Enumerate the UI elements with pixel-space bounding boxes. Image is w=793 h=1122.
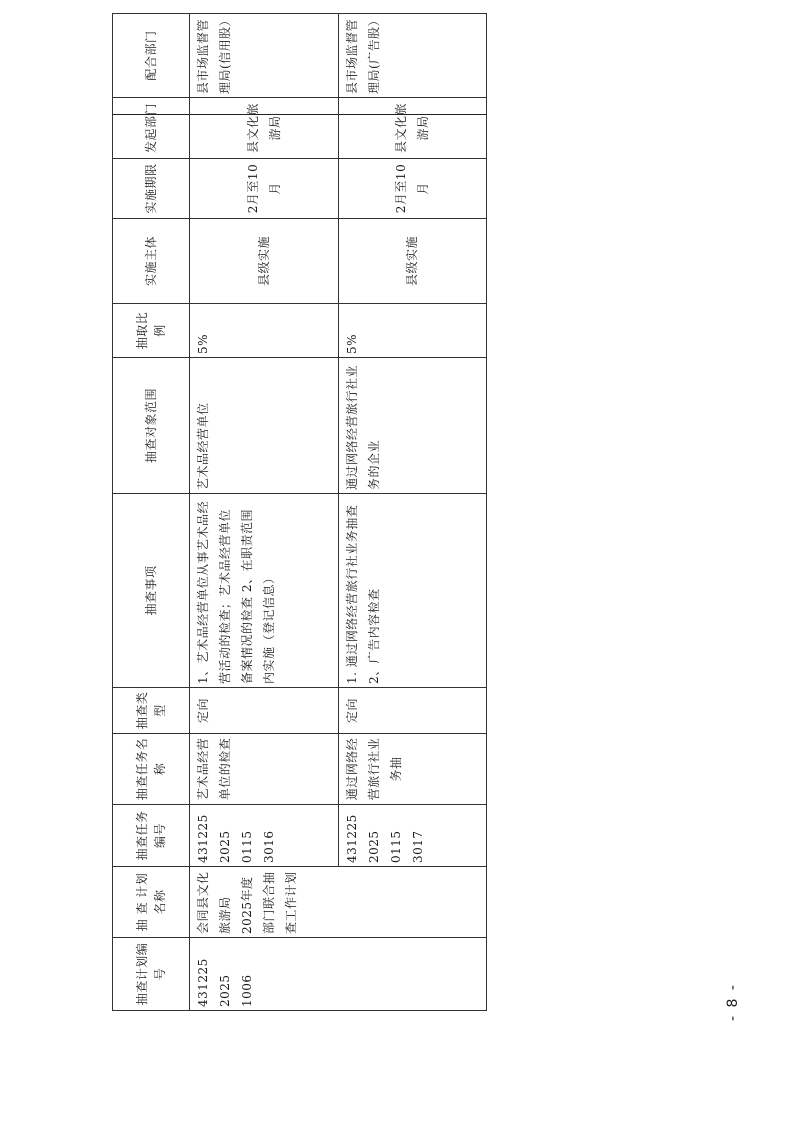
items-cell: 1、艺术品经营单位从事艺术品经营活动的检查；艺术品经营单位备案情况的检查 2、在职责范围内实施（登记信息） (190, 494, 339, 688)
check-type-cell: 定向 (190, 688, 339, 734)
header-initiator: 发起部门 (113, 98, 190, 159)
inspection-plan-table (112, 13, 487, 1011)
task-no-cell: 431225 2025 0115 3017 (338, 805, 487, 867)
header-check-type: 抽查类型 (113, 688, 190, 734)
check-type-cell: 定向 (338, 688, 487, 734)
plan-name-cell: 会同县文化旅游局2025年度部门联合抽查工作计划 (190, 867, 487, 938)
rotated-table-container (112, 13, 487, 1011)
period-cell: 2月至10月 (338, 159, 487, 219)
header-plan-no: 抽查计划编号 (113, 938, 190, 1011)
task-name-cell: 通过网络经营旅行社业务抽 (338, 734, 487, 805)
task-no-cell: 431225 2025 0115 3016 (190, 805, 339, 867)
header-task-no: 抽查任务编号 (113, 805, 190, 867)
table-row (190, 14, 339, 1011)
subject-cell: 县级实施 (190, 219, 339, 304)
header-plan-name: 抽 查 计划名称 (113, 867, 190, 938)
header-task-name: 抽查任务名称 (113, 734, 190, 805)
ratio-cell: 5% (190, 304, 339, 358)
coop-cell: 县市场监督管理局(广告股） (338, 14, 487, 98)
page-number: - 8 - (724, 983, 741, 1021)
header-ratio: 抽取比例 (113, 304, 190, 358)
header-period: 实施期限 (113, 159, 190, 219)
scope-cell: 通过网络经营旅行社业务的企业 (338, 358, 487, 494)
header-subject: 实施主体 (113, 219, 190, 304)
period-cell: 2月至10月 (190, 159, 339, 219)
subject-cell: 县级实施 (338, 219, 487, 304)
ratio-cell: 5% (338, 304, 487, 358)
header-row (113, 14, 190, 1011)
items-cell: 1. 通过网络经营旅行社业务抽查 2、广告内容检查 (338, 494, 487, 688)
header-items: 抽查事项 (113, 494, 190, 688)
table-row (338, 14, 487, 1011)
task-name-cell: 艺术品经营单位的检查 (190, 734, 339, 805)
plan-no-cell: 431225 2025 1006 (190, 938, 487, 1011)
scope-cell: 艺术品经营单位 (190, 358, 339, 494)
initiator-cell: 县文化旅游局 (190, 98, 339, 159)
header-scope: 抽查对象范围 (113, 358, 190, 494)
header-coop: 配合部门 (113, 14, 190, 98)
initiator-cell: 县文化旅游局 (338, 98, 487, 159)
coop-cell: 县市场监督管理局(信用股） (190, 14, 339, 98)
